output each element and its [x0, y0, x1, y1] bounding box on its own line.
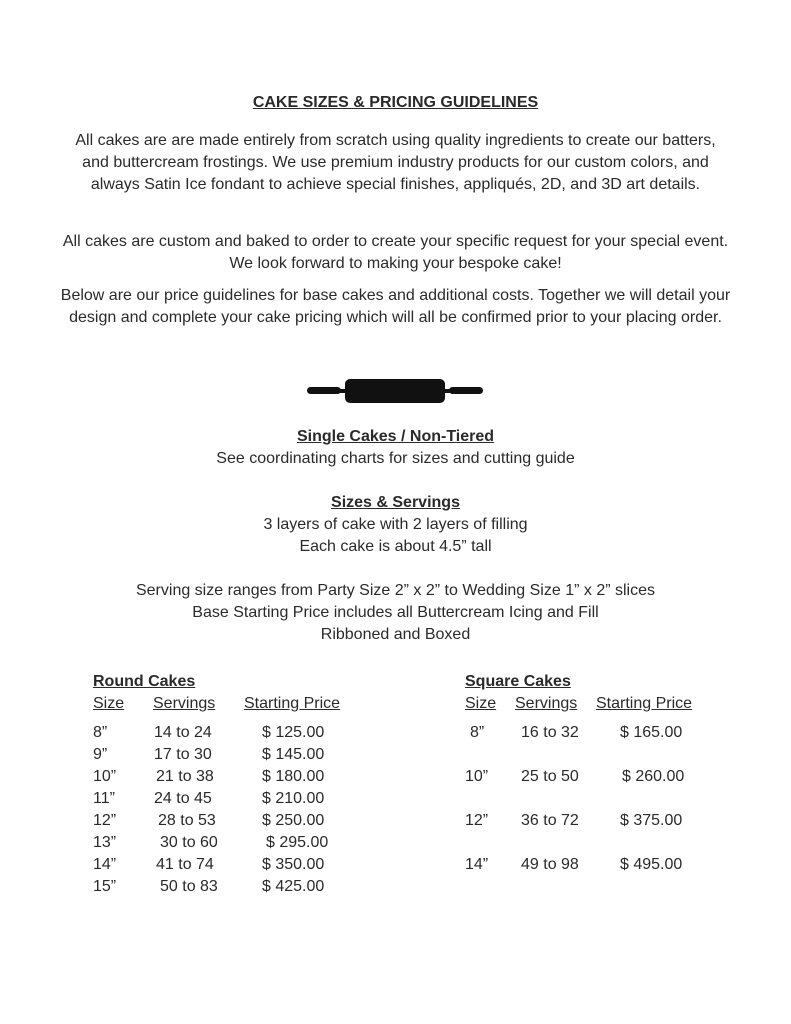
table-cell: $ 125.00: [262, 724, 325, 741]
table-cell: $ 165.00: [620, 724, 683, 741]
square-cakes-title: Square Cakes: [465, 673, 571, 690]
intro-paragraph-custom: All cakes are custom and baked to order to create your specific request for your special event. We look forward to making your bespoke cake!: [62, 233, 729, 272]
table-row: 8”: [93, 724, 108, 741]
table-row: 10”: [93, 768, 117, 785]
sizes-servings-heading: Sizes & Servings: [331, 494, 460, 511]
table-cell: 14 to 24: [154, 724, 212, 741]
header-servings: Servings: [153, 695, 216, 712]
serving-info-line: Base Starting Price includes all Buttercream Icing and Fill: [192, 604, 599, 621]
header-servings: Servings: [515, 695, 578, 712]
table-row: 11”: [93, 790, 115, 807]
page-title: CAKE SIZES & PRICING GUIDELINES: [252, 94, 539, 111]
single-cakes-heading: Single Cakes / Non-Tiered: [296, 428, 495, 445]
table-row: 12”: [93, 812, 117, 829]
table-cell: $ 180.00: [262, 768, 325, 785]
square-cakes-header-row: [465, 695, 708, 713]
table-cell: $ 375.00: [620, 812, 683, 829]
sizes-servings-line: 3 layers of cake with 2 layers of filling: [263, 516, 528, 533]
table-cell: $ 210.00: [262, 790, 325, 807]
table-cell: 36 to 72: [521, 812, 579, 829]
table-cell: 25 to 50: [521, 768, 579, 785]
header-size: Size: [465, 695, 497, 712]
header-starting-price: Starting Price: [596, 695, 693, 712]
intro-paragraph-ingredients: All cakes are are made entirely from scratch using quality ingredients to create our batters, and buttercream frostings. We use premium industry products for our custom colors, and always Satin Ice fondant to achieve special finishes, appliqués, 2D, and 3D art details.: [75, 132, 716, 193]
table-row: 13”: [93, 834, 117, 851]
header-size: Size: [93, 695, 125, 712]
table-cell: $ 425.00: [262, 878, 325, 895]
table-cell: $ 145.00: [262, 746, 325, 763]
intro-paragraph-guidelines: Below are our price guidelines for base cakes and additional costs. Together we will detail your design and complete your cake pricing which will all be confirmed prior to your placing order.: [60, 287, 731, 326]
table-cell: 24 to 45: [154, 790, 212, 807]
table-cell: 16 to 32: [521, 724, 579, 741]
table-cell: 41 to 74: [156, 856, 214, 873]
table-cell: $ 250.00: [262, 812, 325, 829]
table-cell: $ 295.00: [266, 834, 329, 851]
table-cell: 28 to 53: [158, 812, 216, 829]
table-cell: $ 260.00: [622, 768, 685, 785]
serving-info-line: Serving size ranges from Party Size 2” x 2” to Wedding Size 1” x 2” slices: [135, 582, 655, 599]
table-cell: $ 495.00: [620, 856, 683, 873]
table-cell: 30 to 60: [160, 834, 218, 851]
table-row: 14”: [465, 856, 489, 873]
table-row: 9”: [93, 746, 108, 763]
table-cell: 49 to 98: [521, 856, 579, 873]
table-cell: 17 to 30: [154, 746, 212, 763]
serving-info-line: Ribboned and Boxed: [320, 626, 471, 643]
table-cell: 21 to 38: [156, 768, 214, 785]
round-cakes-title: Round Cakes: [93, 673, 196, 690]
sizes-servings-line: Each cake is about 4.5” tall: [299, 538, 492, 555]
table-row: 8”: [470, 724, 485, 741]
header-starting-price: Starting Price: [244, 695, 341, 712]
table-row: 10”: [465, 768, 489, 785]
single-cakes-note: See coordinating charts for sizes and cutting guide: [216, 450, 575, 467]
table-row: 15”: [93, 878, 117, 895]
table-row: 12”: [465, 812, 489, 829]
table-cell: $ 350.00: [262, 856, 325, 873]
table-cell: 50 to 83: [160, 878, 218, 895]
table-row: 14”: [93, 856, 117, 873]
